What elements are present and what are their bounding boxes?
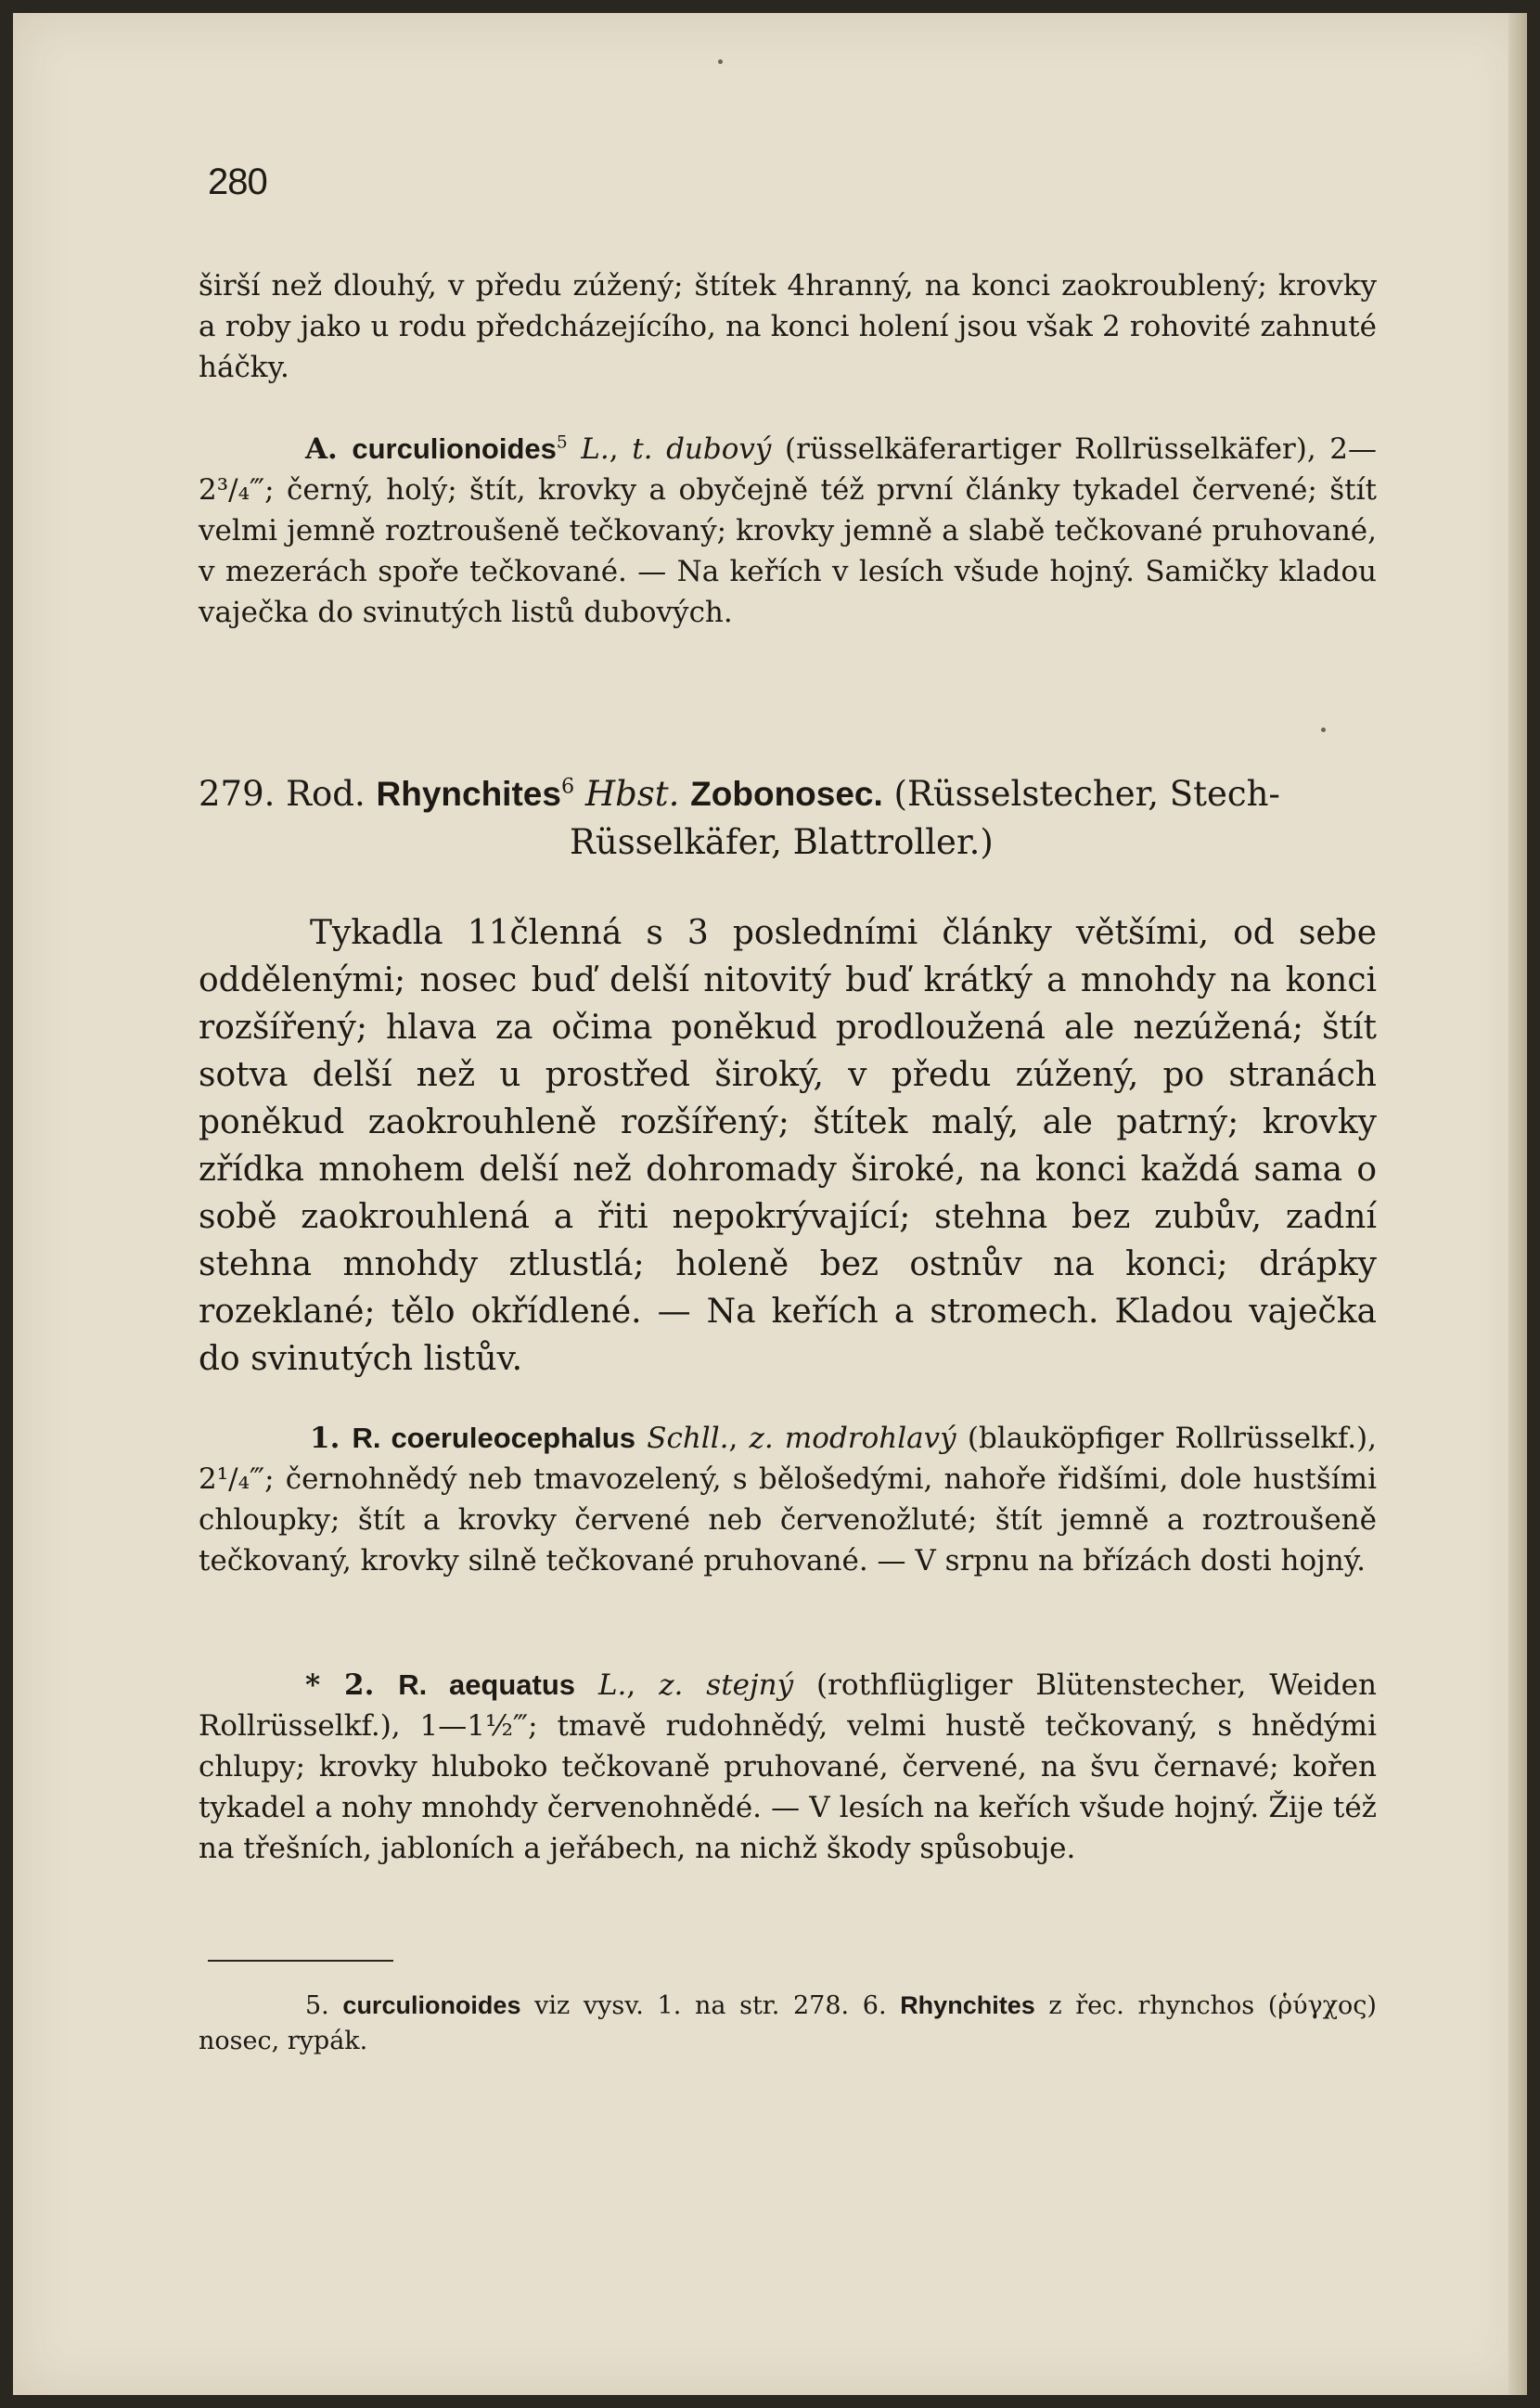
species-a-separator: , xyxy=(609,432,633,466)
species-a-body: (rüsselkäferartiger Rollrüsselkäfer), 2—2³/₄‴; černý, holý; štít, krovky a obyčejně též první články tykadel červené; štít velmi jemně roztroušeně tečkovaný; krovky jemně a slabě tečkované pruhované, v mezerách spoře tečkované. — Na keřích v lesích všude hojný. Samičky kladou vaječka do svinutých listů dubových. xyxy=(199,432,1377,629)
genus-name: Rhynchites xyxy=(376,775,561,813)
genus-german-names: (Rüsselstecher, Stech- xyxy=(882,774,1280,814)
genus-heading xyxy=(199,770,1377,867)
page-spine-edge xyxy=(1508,13,1527,2395)
genus-german-names-cont: Rüsselkäfer, Blattroller.) xyxy=(570,822,994,862)
species-2-name: R. aequatus xyxy=(398,1668,576,1701)
genus-description xyxy=(199,909,1377,1383)
species-a-prefix: A. xyxy=(305,432,353,466)
genus-author: Hbst. xyxy=(584,774,680,814)
species-entry-a xyxy=(199,429,1377,633)
genus-rod-number: 279. Rod. xyxy=(199,774,377,814)
species-a-czech-name: t. dubový xyxy=(632,432,772,466)
species-1-author: Schll. xyxy=(647,1422,729,1455)
footnote-6-text: z řec. rhynchos (ῥύγχος) nosec, rypák. xyxy=(199,1991,1377,2055)
footnote-divider xyxy=(208,1960,393,1962)
species-entry-2 xyxy=(199,1665,1377,1869)
genus-heading-line1 xyxy=(199,770,1377,818)
footnotes xyxy=(199,1988,1377,2059)
species-2-body: (rothflügliger Blütenstecher, Weiden Rollrüsselkf.), 1—1½‴; tmavě rudohnědý, velmi hustě tečkovaný, s hnědými chlupy; krovky hluboko tečkovaně pruhované, červené, na švu černavé; kořen tykadel a nohy mnohdy červenohnědé. — V lesích na keřích všude hojný. Žije též na třešních, jabloních a jeřábech, na nichž škody spůsobuje. xyxy=(199,1668,1377,1865)
species-a-author: L. xyxy=(581,432,610,466)
species-a-note-ref: 5 xyxy=(556,432,568,453)
footnote-6-term: Rhynchites xyxy=(900,1991,1035,2019)
species-a-name: curculionoides xyxy=(352,432,557,465)
footnote-text xyxy=(199,1988,1377,2059)
species-2-author: L. xyxy=(597,1668,627,1702)
genus-description-text: Tykadla 11členná s 3 posledními články většími, od sebe oddělenými; nosec buď delší nitovitý buď krátký a mnohdy na konci rozšířený; hlava za očima poněkud prodloužená ale nezúžená; štít sotva delší než u prostřed široký, v předu zúžený, po stranách poněkud zaokrouhleně rozšířený; štítek malý, ale patrný; krovky zřídka mnohem delší než dohromady široké, na konci každá sama o sobě zaokrouhlená a řiti nepokrývající; stehna bez zubův, zadní stehna mnohdy ztlustlá; holeně bez ostnův na konci; drápky rozeklané; tělo okřídlené. — Na keřích a stromech. Kladou vaječka do svinutých listův. xyxy=(199,914,1377,1378)
species-1-prefix: 1. xyxy=(310,1422,353,1455)
species-1-name: R. coeruleocephalus xyxy=(352,1422,636,1454)
species-2-czech-name: z. stejný xyxy=(659,1668,794,1702)
species-1-body: (blauköpfiger Rollrüsselkf.), 2¹/₄‴; černohnědý neb tmavozelený, s bělošedými, nahoře řidšími, dole hustšími chloupky; štít a krovky červené neb červenožluté; štít jemně a roztroušeně tečkovaný, krovky silně tečkované pruhované. — V srpnu na břízách dosti hojný. xyxy=(199,1422,1377,1577)
page-number: 280 xyxy=(208,161,267,202)
genus-czech-name: Zobonosec. xyxy=(690,775,883,813)
print-speck xyxy=(1321,728,1326,732)
continuation-paragraph xyxy=(199,265,1377,388)
species-2-prefix: * 2. xyxy=(305,1668,399,1702)
print-speck xyxy=(718,59,723,64)
species-1-text: 1. R. coeruleocephalus Schll., z. modrohlavý (blauköpfiger Rollrüsselkf.), 2¹/₄‴; černohnědý neb tmavozelený, s bělošedými, nahoře řidšími, dole hustšími chloupky; štít a krovky červené neb červenožluté; štít jemně a roztroušeně tečkovaný, krovky silně tečkované pruhované. — V srpnu na břízách dosti hojný. xyxy=(199,1422,1377,1577)
genus-note-ref: 6 xyxy=(560,774,575,799)
species-entry-1 xyxy=(199,1418,1377,1581)
book-page xyxy=(13,13,1527,2395)
continuation-text: širší než dlouhý, v předu zúžený; štítek 4hranný, na konci zaokroublený; krovky a roby jako u rodu předcházejícího, na konci holení jsou však 2 rohovité zahnuté háčky. xyxy=(199,269,1377,384)
species-2-text: * 2. R. aequatus L., z. stejný (rothflügliger Blütenstecher, Weiden Rollrüsselkf.), 1—1½‴; tmavě rudohnědý, velmi hustě tečkovaný, s hnědými chlupy; krovky hluboko tečkovaně pruhované, červené, na švu černavé; kořen tykadel a nohy mnohdy červenohnědé. — V lesích na keřích všude hojný. Žije též na třešních, jabloních a jeřábech, na nichž škody spůsobuje. xyxy=(199,1668,1377,1865)
species-a-text xyxy=(199,429,1377,633)
species-1-czech-name: z. modrohlavý xyxy=(749,1422,956,1455)
footnote-5-number: 5. xyxy=(305,1991,329,2020)
footnote-6-number: 6. xyxy=(862,1991,887,2020)
footnote-5-term: curculionoides xyxy=(342,1991,521,2019)
footnote-5-text: viz vysv. 1. na str. 278. xyxy=(520,1991,850,2020)
